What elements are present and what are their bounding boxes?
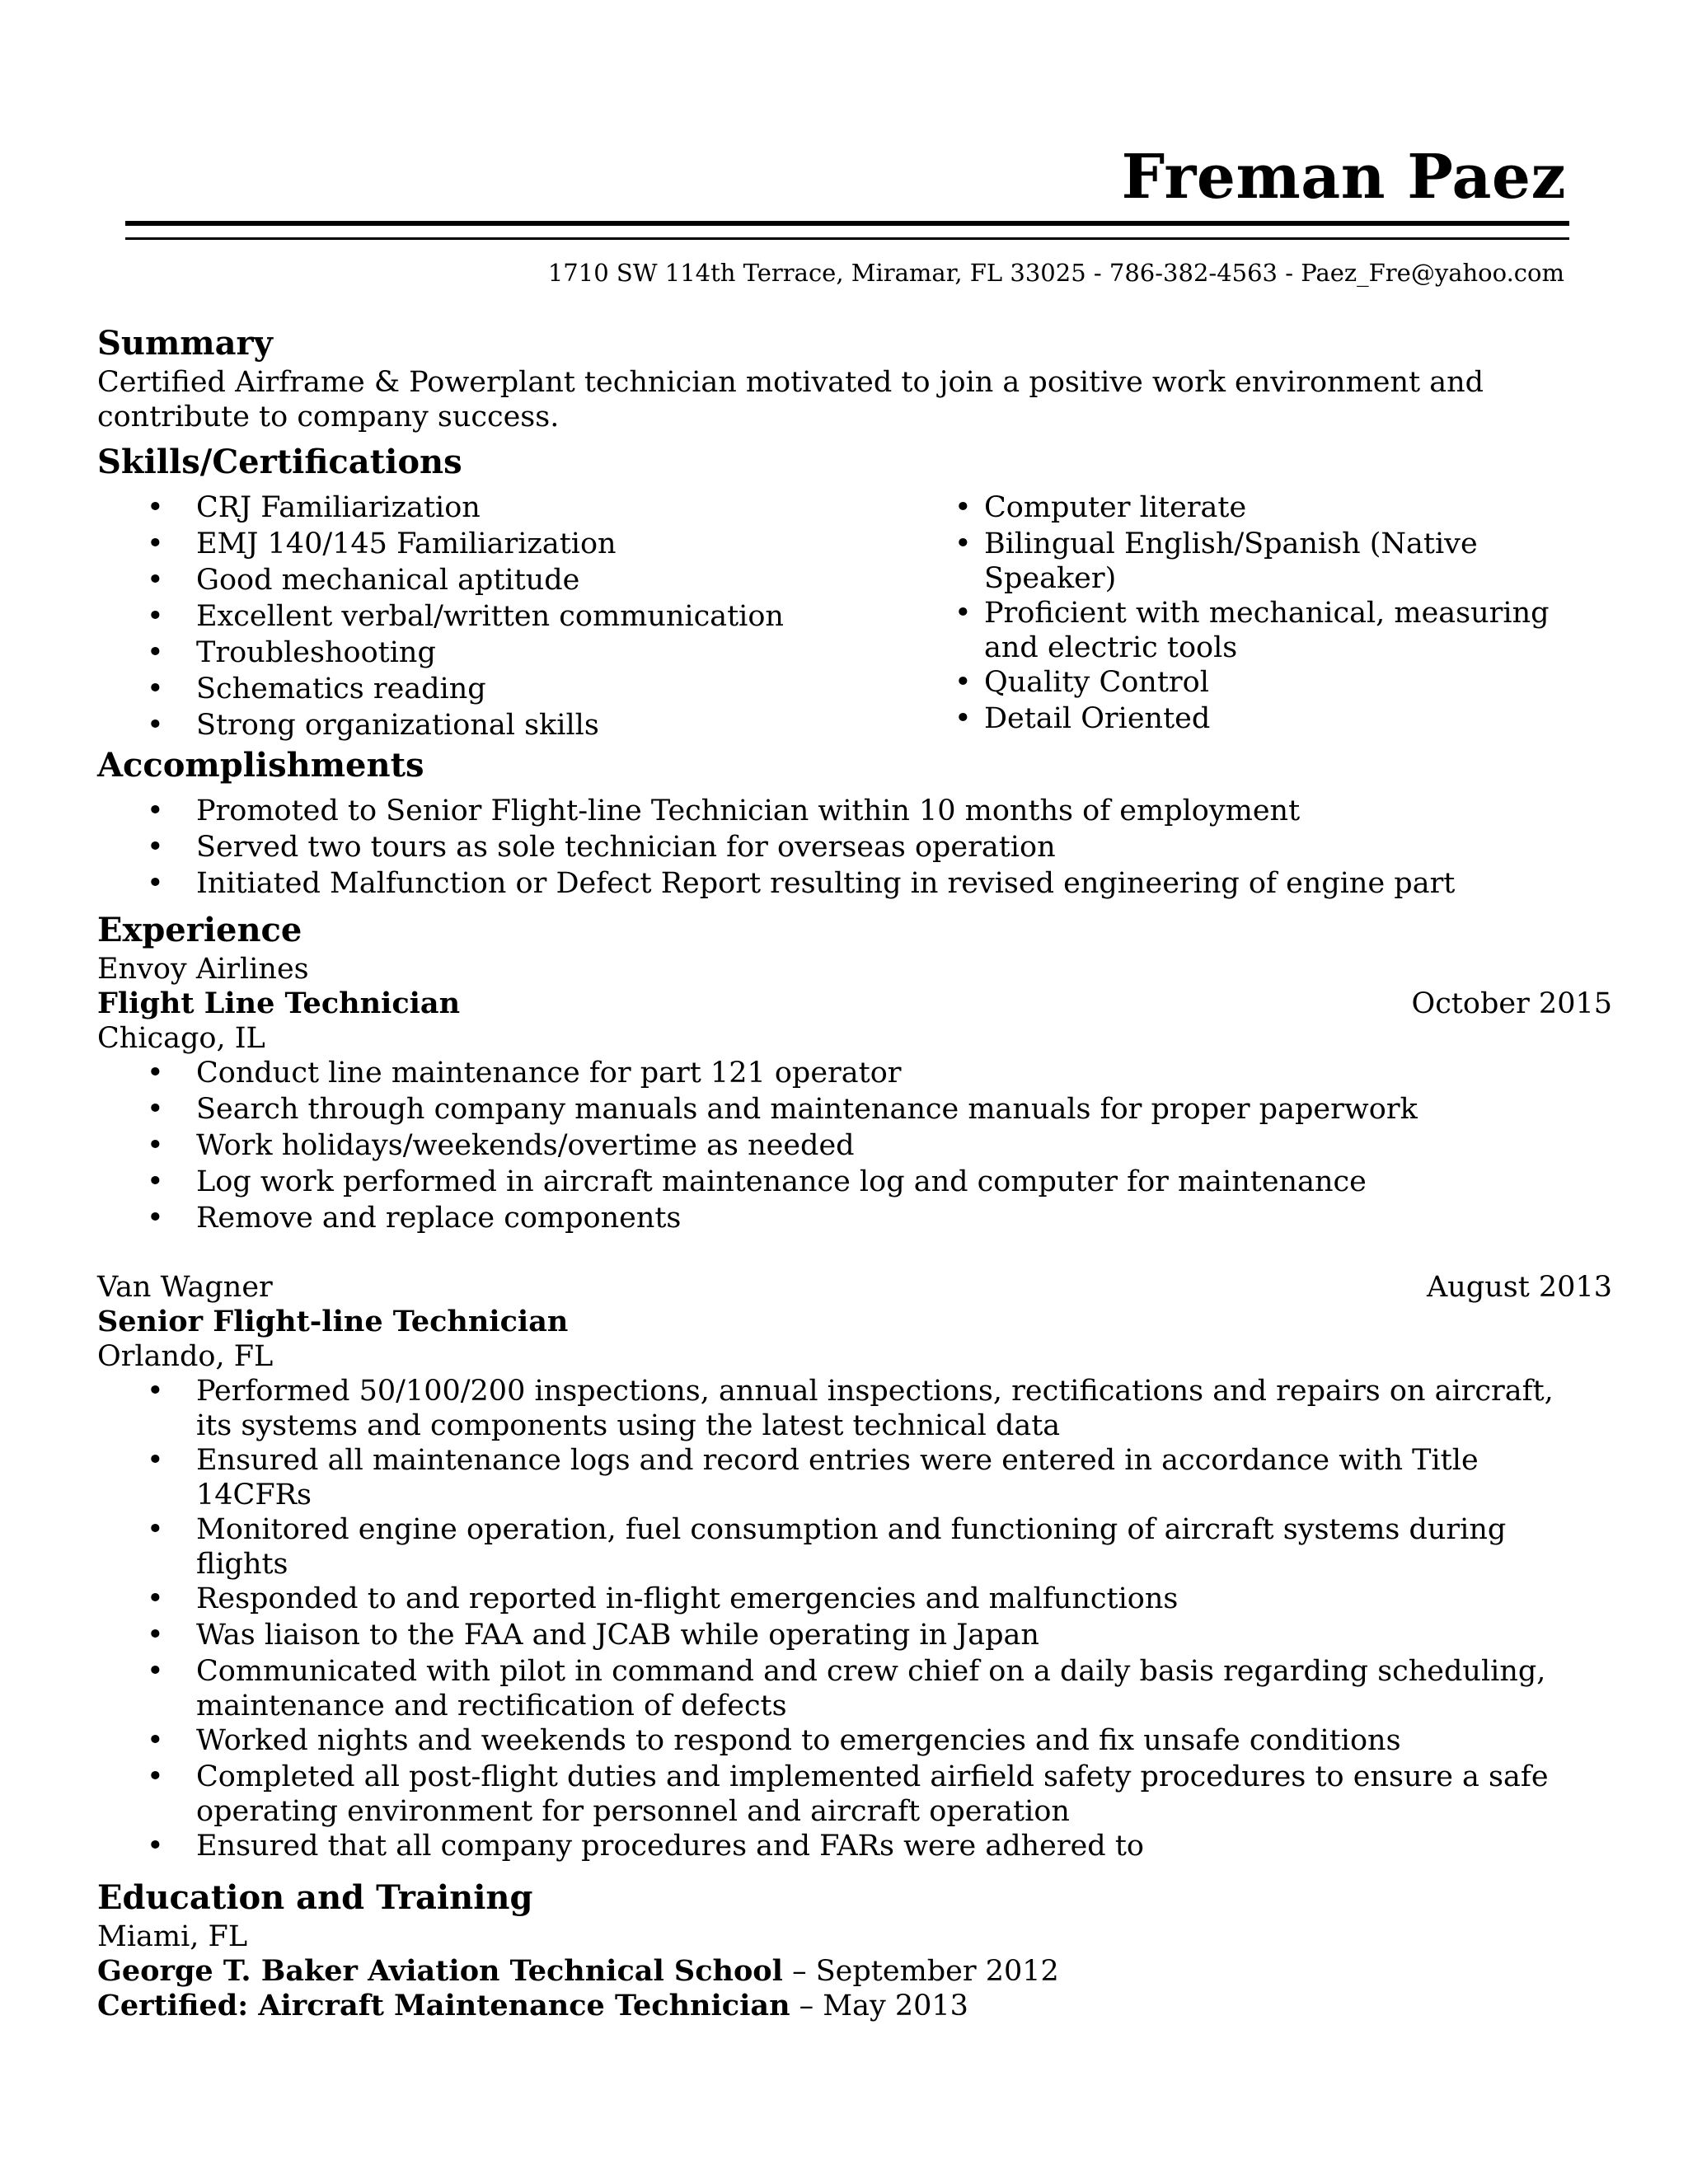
list-item: • Monitored engine operation, fuel consumption and functioning of aircraft systems during flights — [97, 1512, 1589, 1582]
skills-left-list — [97, 490, 905, 744]
list-item: • Good mechanical aptitude — [97, 563, 905, 599]
job-date: October 2015 — [1411, 987, 1612, 1020]
accomplishments-list — [97, 794, 1614, 902]
list-item: • Was liaison to the FAA and JCAB while operating in Japan — [97, 1618, 1589, 1654]
list-item: • Initiated Malfunction or Defect Report resulting in revised engineering of engine part — [97, 866, 1589, 902]
job-title-row — [97, 987, 1612, 1021]
list-item: • EMJ 140/145 Familiarization — [97, 527, 905, 563]
list-item: • Schematics reading — [97, 672, 905, 708]
education-heading: Education and Training — [97, 1878, 533, 1917]
education-cert-row — [97, 1989, 1614, 2023]
list-item: • Computer literate — [905, 490, 1564, 527]
list-item: • Troubleshooting — [97, 635, 905, 672]
list-item: • Worked nights and weekends to respond to emergencies and fix unsafe conditions — [97, 1723, 1589, 1760]
list-item: • Responded to and reported in-flight emergencies and malfunctions — [97, 1582, 1589, 1618]
job-duties — [97, 1374, 1614, 1865]
education-school: George T. Baker Aviation Technical School — [97, 1954, 783, 1988]
list-item: • Completed all post-flight duties and implemented airfield safety procedures to ensure a safe operating environment for personnel and aircraft operation — [97, 1760, 1589, 1829]
education-cert: Certified: Aircraft Maintenance Technician — [97, 1989, 790, 2022]
skills-right-list — [905, 490, 1564, 738]
list-item: • Proficient with mechanical, measuring and electric tools — [905, 596, 1564, 665]
candidate-name: Freman Paez — [1121, 142, 1566, 213]
header-rule-thick — [125, 221, 1569, 226]
list-item: • Work holidays/weekends/overtime as needed — [97, 1128, 1589, 1165]
summary-heading: Summary — [97, 324, 273, 363]
list-item: • Bilingual English/Spanish (Native Speaker) — [905, 527, 1564, 596]
resume-body — [97, 322, 1614, 2023]
list-item: • CRJ Familiarization — [97, 490, 905, 527]
list-item: • Conduct line maintenance for part 121 operator — [97, 1056, 1589, 1092]
summary-text: Certified Airframe & Powerplant technician motivated to join a positive work environment and contribute to company success. — [97, 366, 1484, 434]
list-item: • Strong organizational skills — [97, 708, 905, 744]
list-item: • Ensured all maintenance logs and record entries were entered in accordance with Title 14CFRs — [97, 1443, 1589, 1512]
skills-left-column — [97, 490, 905, 744]
list-item: • Communicated with pilot in command and crew chief on a daily basis regarding scheduling, maintenance and rectification of defects — [97, 1654, 1589, 1723]
job-location: Chicago, IL — [97, 1022, 265, 1055]
job-duties — [97, 1056, 1614, 1237]
header-rule-thin — [125, 237, 1569, 240]
job-company: Van Wagner — [97, 1271, 273, 1304]
job-envoy — [97, 952, 1614, 1237]
list-item: • Served two tours as sole technician for overseas operation — [97, 830, 1589, 866]
job-van-wagner — [97, 1270, 1614, 1865]
list-item: • Promoted to Senior Flight-line Technician within 10 months of employment — [97, 794, 1589, 830]
accomplishments-heading: Accomplishments — [97, 746, 424, 785]
skills-right-column — [905, 490, 1564, 744]
list-item: • Detail Oriented — [905, 701, 1564, 738]
skills-columns — [97, 490, 1614, 744]
list-item: • Remove and replace components — [97, 1201, 1589, 1237]
list-item: • Ensured that all company procedures and FARs were adhered to — [97, 1829, 1589, 1865]
list-item: • Log work performed in aircraft maintenance log and computer for maintenance — [97, 1165, 1589, 1201]
job-role: Flight Line Technician — [97, 987, 461, 1020]
job-company-row — [97, 1270, 1612, 1305]
education-cert-date: – May 2013 — [790, 1990, 968, 2022]
job-company: Envoy Airlines — [97, 953, 309, 986]
education-school-row — [97, 1954, 1614, 1989]
experience-heading: Experience — [97, 911, 302, 949]
education-school-date: – September 2012 — [782, 1955, 1059, 1988]
list-item: • Performed 50/100/200 inspections, annual inspections, rectifications and repairs on aircraft, its systems and components using the latest technical data — [97, 1374, 1589, 1443]
job-role: Senior Flight-line Technician — [97, 1305, 569, 1338]
list-item: • Excellent verbal/written communication — [97, 599, 905, 635]
job-date: August 2013 — [1427, 1271, 1612, 1304]
contact-line: 1710 SW 114th Terrace, Miramar, FL 33025 - 786-382-4563 - Paez_Fre@yahoo.com — [547, 259, 1564, 287]
list-item: • Search through company manuals and maintenance manuals for proper paperwork — [97, 1092, 1589, 1128]
job-location: Orlando, FL — [97, 1340, 274, 1373]
education-location: Miami, FL — [97, 1920, 248, 1953]
skills-heading: Skills/Certifications — [97, 443, 462, 481]
list-item: • Quality Control — [905, 665, 1564, 701]
